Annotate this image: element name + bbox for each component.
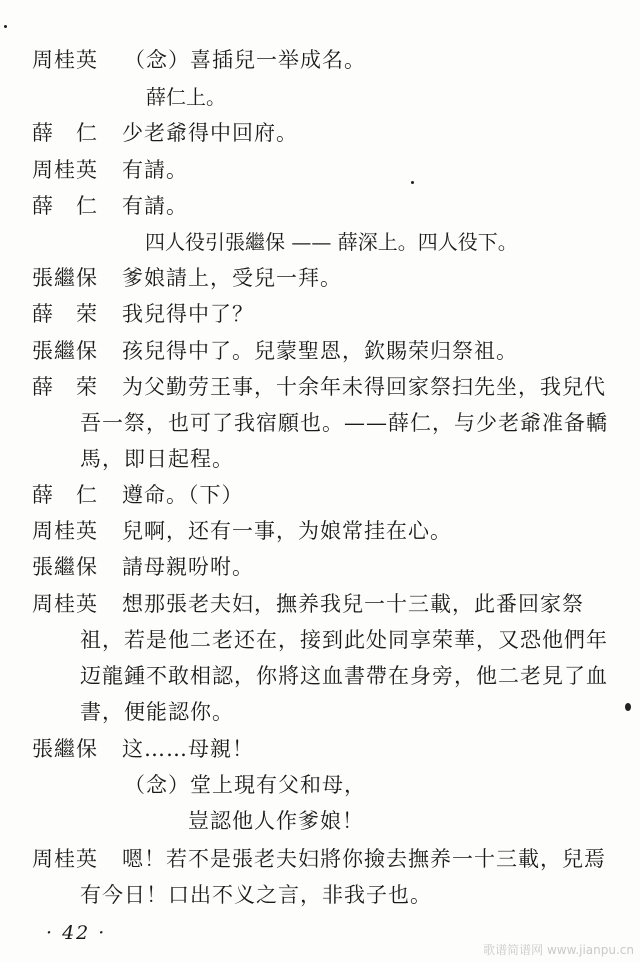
dialogue-continuation: 有今日！口出不义之言，非我子也。 (80, 883, 432, 907)
dialogue-text: 为父勤劳王事，十余年未得回家祭扫先坐，我兒代 (122, 375, 606, 399)
dialogue-text: 兒啊，还有一事，为娘常挂在心。 (122, 519, 452, 543)
dialogue-continuation: 豈認他人作爹娘！ (188, 809, 364, 833)
dialogue-text: 这……母親！ (122, 737, 254, 761)
ink-speck (625, 703, 631, 711)
dialogue-continuation: 迈龍鍾不敢相認，你將这血書帶在身旁，他二老見了血 (80, 664, 608, 688)
dialogue-text: 有請。 (122, 158, 188, 182)
speaker-label: 周桂英 (32, 519, 98, 543)
speaker-label: 薛 荣 (32, 302, 98, 326)
speaker-label: 張繼保 (32, 339, 98, 363)
speaker-label: 周桂英 (32, 592, 98, 616)
dialogue-continuation: 祖，若是他二老还在，接到此处同享荣華，又恐他們年 (80, 628, 608, 652)
dialogue-text: 有請。 (122, 194, 188, 218)
page-number: · 42 · (46, 922, 107, 944)
speaker-label: 張繼保 (32, 737, 98, 761)
speaker-label: 薛 仁 (32, 194, 98, 218)
dialogue-continuation: 書，便能認你。 (80, 700, 234, 724)
dialogue-continuation: 馬，即日起程。 (80, 447, 234, 471)
dialogue-text: 少老爺得中回府。 (122, 121, 298, 145)
ink-speck (411, 181, 414, 184)
ink-speck (4, 25, 7, 28)
stage-direction: 四人役引張繼保 —— 薛深上。四人役下。 (145, 230, 518, 254)
dialogue-text: 孩兒得中了。兒蒙聖恩，欽賜荣归祭祖。 (122, 339, 518, 363)
speaker-label: 張繼保 (32, 555, 98, 579)
watermark: 歌谱简谱网 www.jianpu.cn (483, 943, 634, 957)
dialogue-continuation: （念）堂上現有父和母， (124, 773, 366, 797)
stage-direction: 薛仁上。 (146, 85, 226, 109)
speaker-label: 周桂英 (32, 158, 98, 182)
dialogue-text: 請母親吩咐。 (122, 555, 254, 579)
speaker-label: 薛 荣 (32, 375, 98, 399)
dialogue-continuation: 吾一祭，也可了我宿願也。——薛仁，与少老爺准备轎 (80, 411, 608, 435)
speaker-label: 周桂英 (32, 48, 98, 72)
speaker-label: 周桂英 (32, 847, 98, 871)
speaker-label: 薛 仁 (32, 121, 98, 145)
dialogue-text: 遵命。（下） (122, 483, 244, 507)
dialogue-text: 想那張老夫妇，撫养我兒一十三載，此番回家祭 (122, 592, 584, 616)
speaker-label: 薛 仁 (32, 483, 98, 507)
speaker-label: 張繼保 (32, 266, 98, 290)
dialogue-text: 爹娘請上，受兒一拜。 (122, 266, 342, 290)
dialogue-text: （念）喜插兒一举成名。 (124, 48, 366, 72)
dialogue-text: 我兒得中了？ (122, 302, 254, 326)
dialogue-text: 嗯！若不是張老夫妇將你撿去撫养一十三載，兒焉 (122, 847, 606, 871)
